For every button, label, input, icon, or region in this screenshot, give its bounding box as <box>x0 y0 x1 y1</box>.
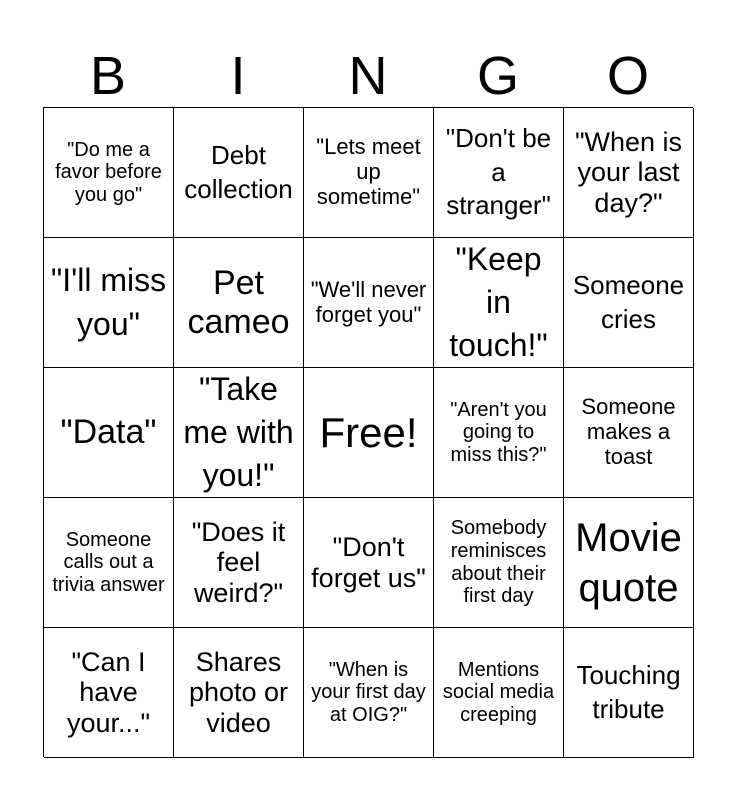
bingo-cell-r2-c2[interactable]: Pet cameo <box>174 238 304 368</box>
bingo-board <box>43 107 693 757</box>
bingo-cell-r4-c3[interactable]: "Don't forget us" <box>304 498 434 628</box>
bingo-cell-r3-c1[interactable]: "Data" <box>44 368 174 498</box>
bingo-cell-r2-c3[interactable]: "We'll never forget you" <box>304 238 434 368</box>
bingo-cell-r5-c3[interactable]: "When is your first day at OIG?" <box>304 628 434 758</box>
bingo-cell-r1-c2[interactable]: Debt collection <box>174 108 304 238</box>
bingo-cell-r3-c2[interactable]: "Take me with you!" <box>174 368 304 498</box>
bingo-cell-r1-c1[interactable]: "Do me a favor before you go" <box>44 108 174 238</box>
bingo-cell-r2-c5[interactable]: Someone cries <box>564 238 694 368</box>
bingo-cell-r4-c2[interactable]: "Does it feel weird?" <box>174 498 304 628</box>
header-letter-i: I <box>230 46 246 106</box>
bingo-cell-r1-c5[interactable]: "When is your last day?" <box>564 108 694 238</box>
bingo-cell-r2-c4[interactable]: "Keep in touch!" <box>434 238 564 368</box>
bingo-cell-r5-c4[interactable]: Mentions social media creeping <box>434 628 564 758</box>
header-letter-b: B <box>89 46 127 106</box>
bingo-cell-r5-c5[interactable]: Touching tribute <box>564 628 694 758</box>
bingo-cell-r4-c5[interactable]: Movie quote <box>564 498 694 628</box>
bingo-cell-r4-c1[interactable]: Someone calls out a trivia answer <box>44 498 174 628</box>
header-letter-o: O <box>606 46 649 106</box>
header-letter-g: G <box>476 46 519 106</box>
bingo-cell-r3-c5[interactable]: Someone makes a toast <box>564 368 694 498</box>
header-letter-n: N <box>348 46 388 106</box>
bingo-header <box>43 46 693 106</box>
bingo-cell-r3-c4[interactable]: "Aren't you going to miss this?" <box>434 368 564 498</box>
bingo-cell-r3-c3-free[interactable]: Free! <box>304 368 434 498</box>
bingo-cell-r4-c4[interactable]: Somebody reminisces about their first day <box>434 498 564 628</box>
bingo-cell-r5-c2[interactable]: Shares photo or video <box>174 628 304 758</box>
bingo-cell-r2-c1[interactable]: "I'll miss you" <box>44 238 174 368</box>
bingo-cell-r1-c3[interactable]: "Lets meet up sometime" <box>304 108 434 238</box>
bingo-cell-r5-c1[interactable]: "Can I have your..." <box>44 628 174 758</box>
bingo-cell-r1-c4[interactable]: "Don't be a stranger" <box>434 108 564 238</box>
